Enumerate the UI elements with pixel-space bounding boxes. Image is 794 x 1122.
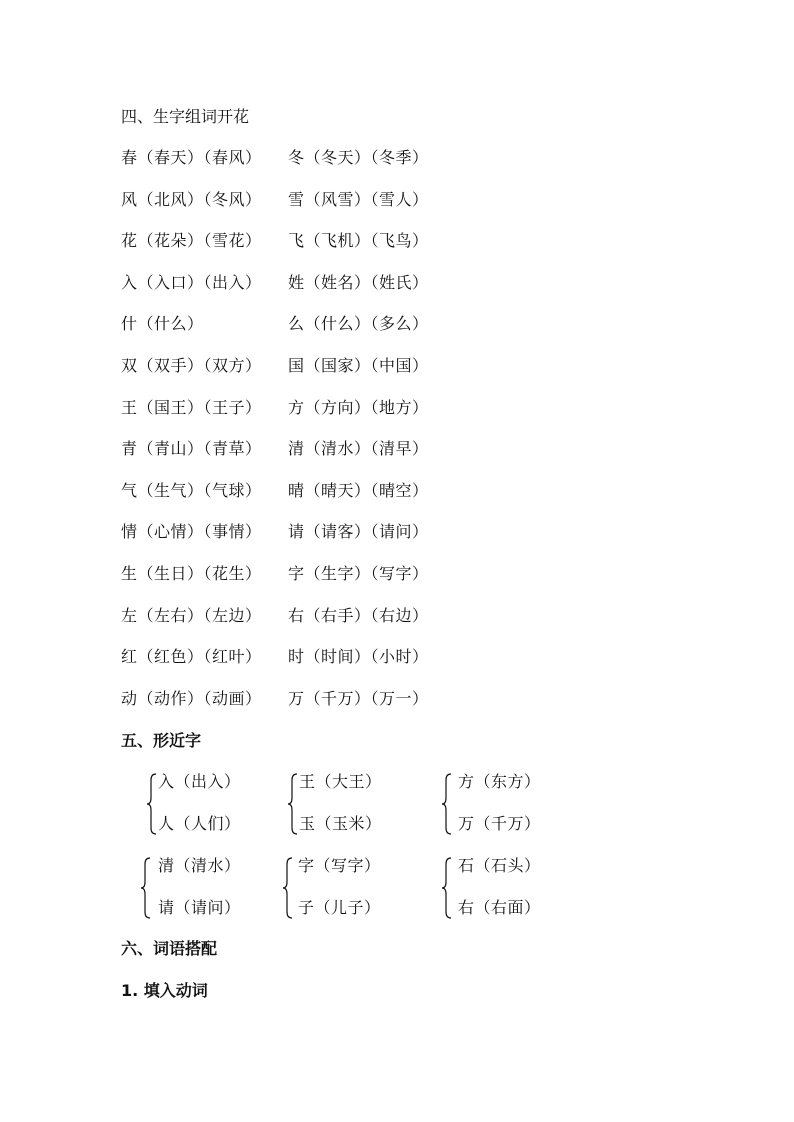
similar-char-bottom: 万（千万） (458, 814, 541, 833)
similar-char-bottom: 请（请问） (158, 898, 241, 917)
similar-char-top: 入（出入） (158, 772, 241, 791)
word-group-left: 情（心情）（事情） (121, 522, 262, 541)
brace-icon (287, 772, 299, 836)
word-group-left: 左（左右）（左边） (121, 606, 262, 625)
section-4-title: 四、生字组词开花 (121, 107, 250, 126)
word-group-right: 国（国家）（中国） (288, 356, 429, 375)
section-5-title: 五、形近字 (121, 731, 202, 750)
section-6-sub-1: 1. 填入动词 (121, 981, 208, 1000)
similar-char-group (287, 772, 417, 836)
word-group-right: 时（时间）（小时） (288, 647, 429, 666)
similar-char-group (282, 856, 412, 920)
similar-char-group (441, 856, 571, 920)
word-group-right: 清（清水）（清早） (288, 439, 429, 458)
word-group-right: 姓（姓名）（姓氏） (288, 273, 429, 292)
brace-icon (282, 856, 294, 920)
similar-char-top: 王（大王） (299, 772, 382, 791)
similar-char-group (140, 856, 270, 920)
word-group-left: 春（春天）（春风） (121, 148, 262, 167)
word-group-left: 入（入口）（出入） (121, 273, 262, 292)
word-group-right: 请（请客）（请问） (288, 522, 429, 541)
similar-char-top: 方（东方） (458, 772, 541, 791)
word-group-left: 红（红色）（红叶） (121, 647, 262, 666)
word-group-left: 生（生日）（花生） (121, 564, 262, 583)
similar-char-top: 石（石头） (458, 856, 541, 875)
similar-char-bottom: 人（人们） (158, 814, 241, 833)
word-group-right: 晴（晴天）（晴空） (288, 481, 429, 500)
brace-icon (146, 772, 158, 836)
word-group-left: 双（双手）（双方） (121, 356, 262, 375)
word-group-right: 么（什么）（多么） (288, 314, 429, 333)
similar-char-bottom: 右（右面） (458, 898, 541, 917)
similar-char-bottom: 玉（玉米） (299, 814, 382, 833)
word-group-right: 冬（冬天）（冬季） (288, 148, 429, 167)
word-group-right: 飞（飞机）（飞鸟） (288, 231, 429, 250)
section-6-title: 六、词语搭配 (121, 939, 218, 958)
brace-icon (441, 772, 453, 836)
similar-char-bottom: 子（儿子） (298, 898, 381, 917)
word-group-right: 万（千万）（万一） (288, 689, 429, 708)
word-group-left: 动（动作）（动画） (121, 689, 262, 708)
word-group-left: 什（什么） (121, 314, 204, 333)
word-group-left: 气（生气）（气球） (121, 481, 262, 500)
word-group-left: 花（花朵）（雪花） (121, 231, 262, 250)
word-group-right: 雪（风雪）（雪人） (288, 190, 429, 209)
word-group-right: 方（方向）（地方） (288, 398, 429, 417)
word-group-left: 王（国王）（王子） (121, 398, 262, 417)
word-group-left: 青（青山）（青草） (121, 439, 262, 458)
similar-char-top: 清（清水） (158, 856, 241, 875)
similar-char-group (146, 772, 276, 836)
similar-char-top: 字（写字） (298, 856, 381, 875)
word-group-left: 风（北风）（冬风） (121, 190, 262, 209)
brace-icon (441, 856, 453, 920)
brace-icon (140, 856, 152, 920)
word-group-right: 字（生字）（写字） (288, 564, 429, 583)
word-group-right: 右（右手）（右边） (288, 606, 429, 625)
similar-char-group (441, 772, 571, 836)
